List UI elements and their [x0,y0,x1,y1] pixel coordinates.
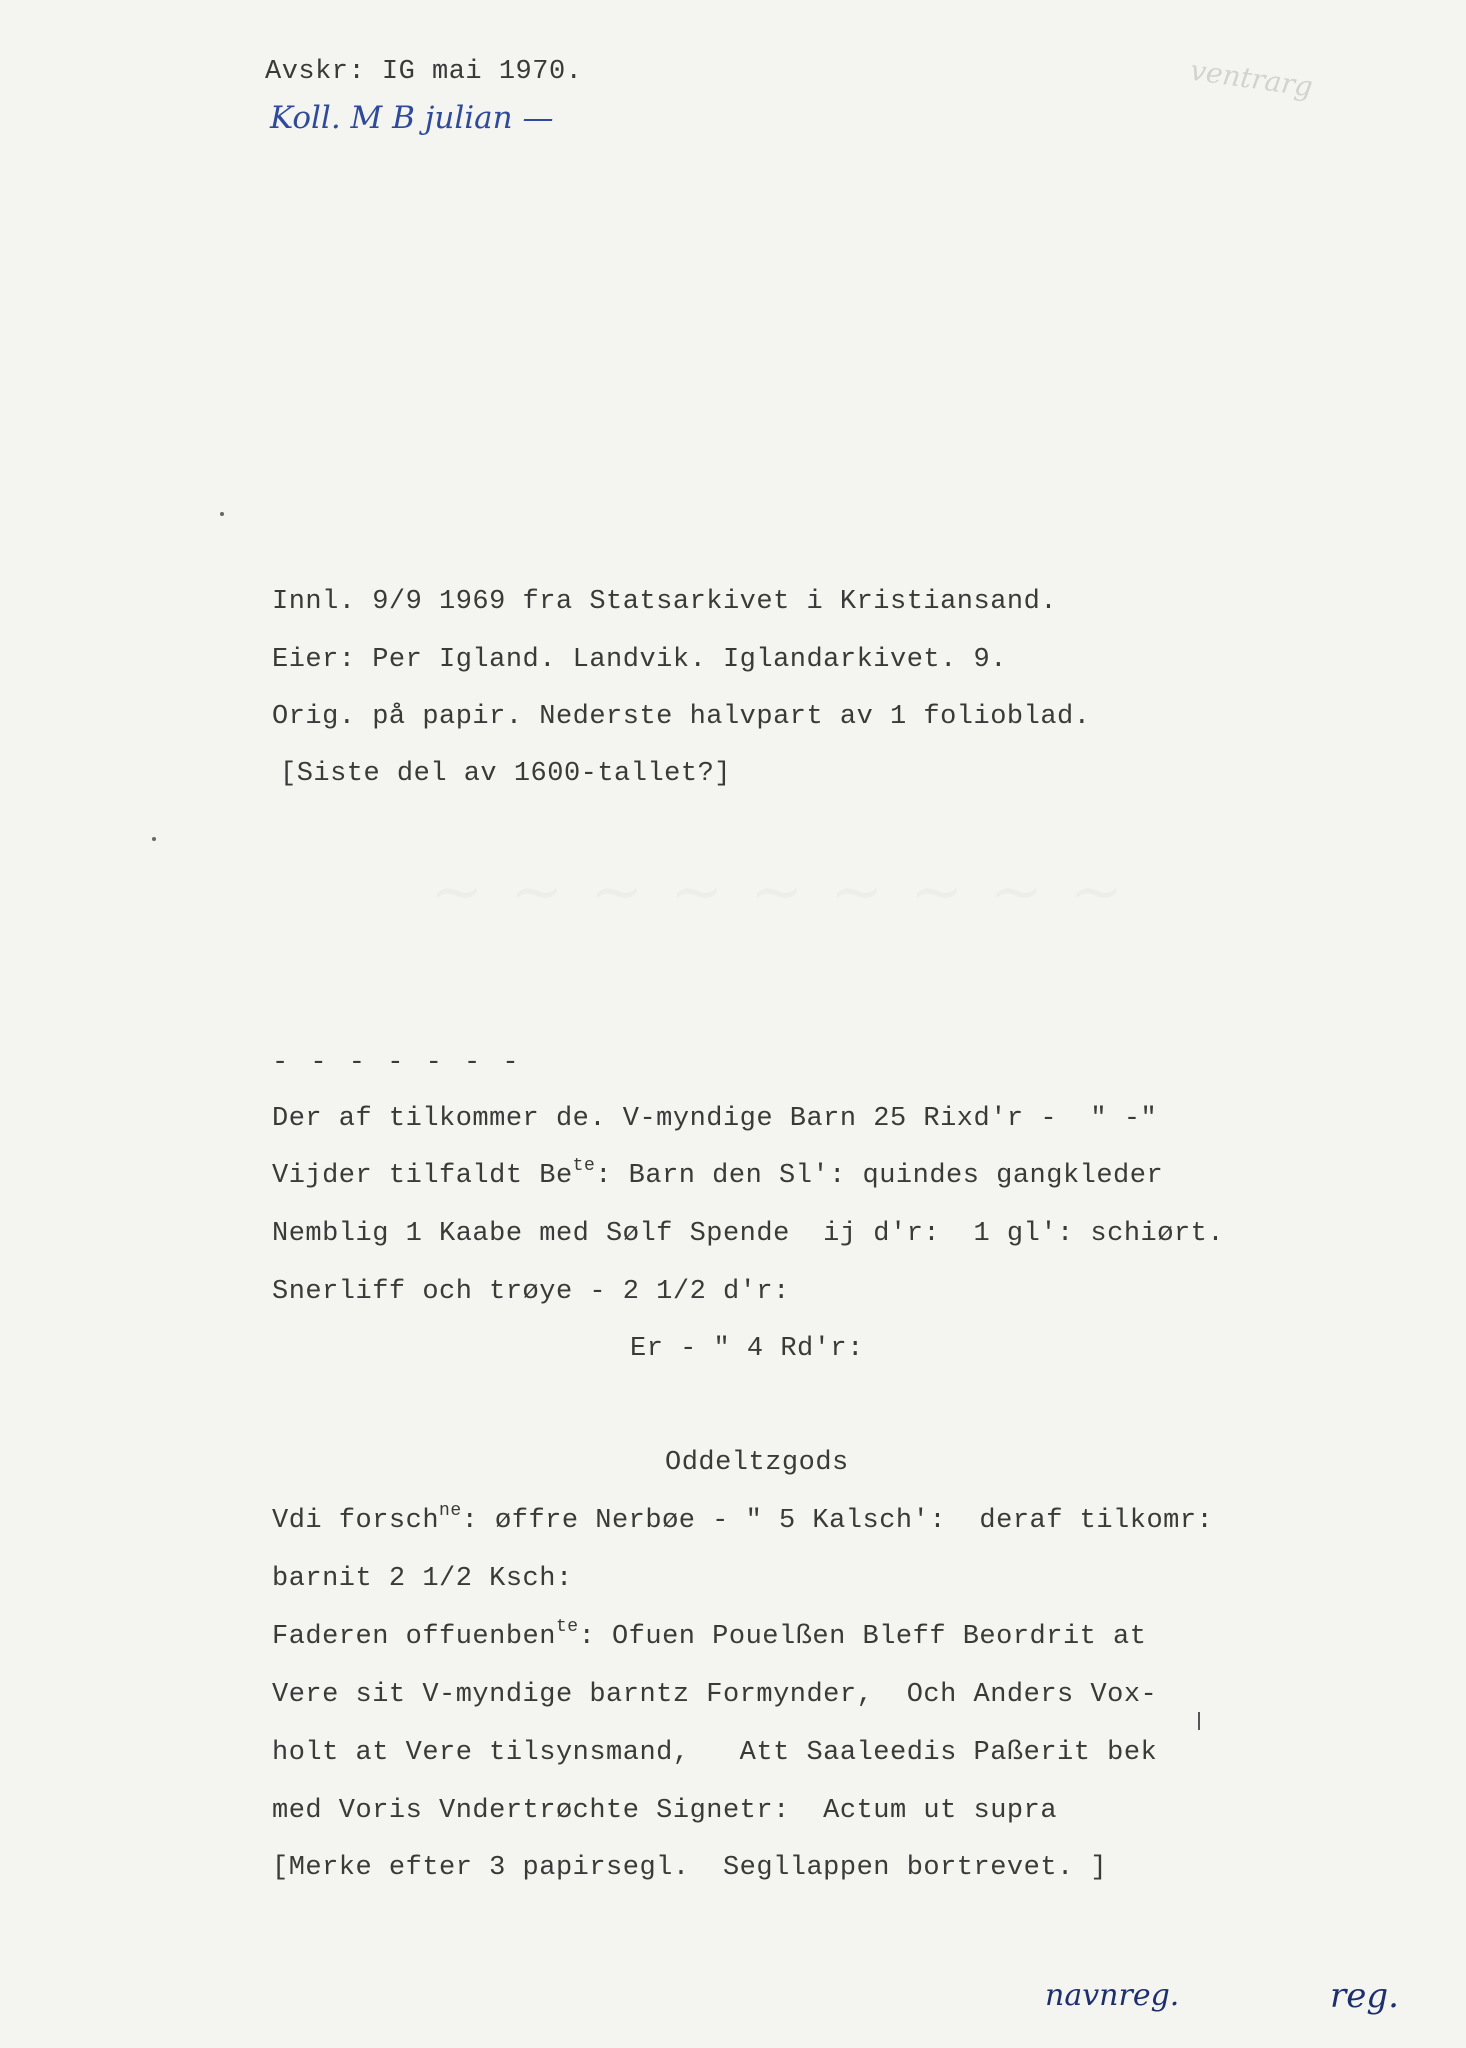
text-line-6: Vdi forsch$^{ne}$: øffre Nerbøe - " 5 Kalsch': deraf tilkomr: [272,1501,1214,1536]
margin-tick-mark [1198,1712,1200,1730]
text-line-7: barnit 2 1/2 Ksch: [272,1564,573,1594]
text-line-3: Nemblig 1 Kaabe med Sølf Spende ij d'r: 1 gl': schiørt. [272,1219,1225,1249]
text-line-5: Er - " 4 Rd'r: [630,1334,864,1364]
original-line: Orig. på papir. Nederste halvpart av 1 folioblad. [272,702,1091,732]
text-line-12: [Merke efter 3 papirsegl. Segllappen bortrevet. ] [272,1853,1108,1883]
text-line-11: med Voris Vndertrøchte Signetr: Actum ut supra [272,1796,1058,1826]
handwritten-check-note: Koll. M B julian — [270,100,554,136]
text-line-2: Vijder tilfaldt $Be^{te}$: Barn den Sl': quindes gangkleder [272,1156,1164,1191]
separator: - - - - - - - [272,1048,522,1078]
handwritten-corner-note: ventrarg [1188,53,1315,104]
handwritten-name-register-note: navnreg. [1045,1978,1180,2013]
text-line-9: Vere sit V-myndige barntz Formynder, Och Anders Vox- [272,1680,1158,1710]
text-line-1: Der af tilkommer de. V-myndige Barn 25 Rixd'r - " -" [272,1104,1158,1134]
subheading-oddeltzgods: Oddeltzgods [665,1448,849,1478]
text-line-8: Faderen offuenben$^{te}$: Ofuen Pouelßen Bleff Beordrit at [272,1617,1147,1652]
page-mark-dot [152,837,156,841]
owner-line: Eier: Per Igland. Landvik. Iglandarkivet. 9. [272,645,1007,675]
dating-line: [Siste del av 1600-tallet?] [280,759,731,789]
page-mark-dot [220,512,224,516]
transcription-note: Avskr: IG mai 1970. [265,57,583,87]
bleed-through-heading: ~ ~ ~ ~ ~ ~ ~ ~ ~ [430,855,1127,929]
text-line-4: Snerliff och trøye - 2 1/2 d'r: [272,1277,790,1307]
received-line: Innl. 9/9 1969 fra Statsarkivet i Kristiansand. [272,587,1058,617]
text-line-10: holt at Vere tilsynsmand, Att Saaleedis Paßerit bek [272,1738,1158,1768]
handwritten-register-note: reg. [1330,1976,1399,2016]
